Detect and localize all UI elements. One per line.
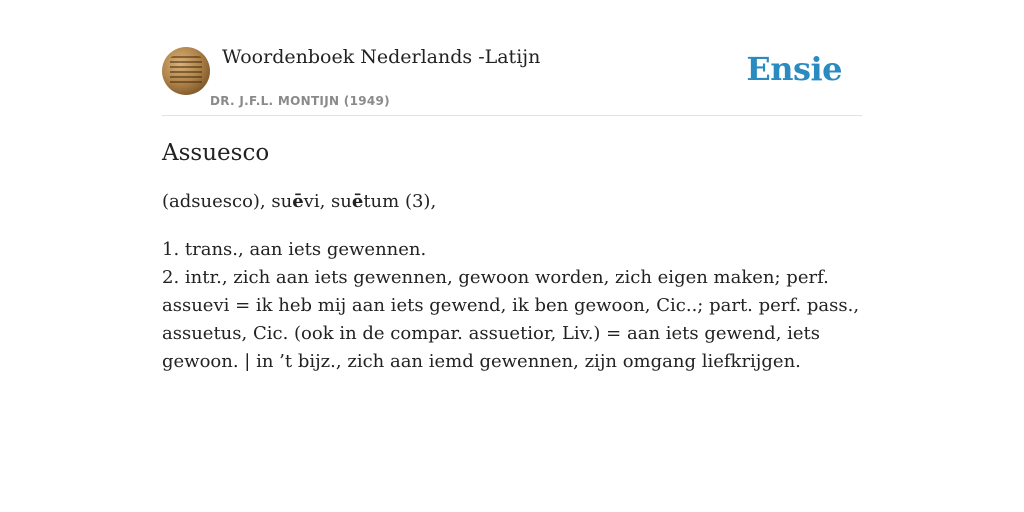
dictionary-title[interactable]: Woordenboek Nederlands -Latijn — [222, 46, 541, 68]
definition-1: 1. trans., aan iets gewennen. — [162, 239, 427, 260]
entry-definitions — [162, 236, 862, 376]
entry-forms — [162, 188, 862, 216]
page-container — [162, 44, 862, 376]
coin-inscription-logo[interactable] — [162, 47, 210, 95]
ensie-brand-logo[interactable]: Ensie — [746, 50, 842, 88]
definition-2: 2. intr., zich aan iets gewennen, gewoon worden, zich eigen maken; perf. assuevi = ik heb mij aan iets gewend, ik ben gewoon, Cic..; part. perf. pass., assuetus, Cic. (ook in de compar. assuetior, Liv.) = aan iets gewend, iets gewoon. | in ’t bijz., zich aan iemd gewennen, zijn omgang liefkrijgen. — [162, 267, 860, 372]
dictionary-header — [162, 44, 862, 116]
logo-inscription-lines — [170, 56, 202, 86]
dictionary-author: DR. J.F.L. MONTIJN (1949) — [210, 94, 390, 108]
forms-macron-1: ē — [292, 191, 304, 212]
forms-part-2: vi, su — [303, 191, 352, 212]
entry-title: Assuesco — [162, 140, 270, 166]
forms-macron-2: ē — [351, 191, 364, 212]
forms-part-3: tum (3), — [363, 191, 437, 212]
forms-part-1: (adsuesco), su — [162, 191, 293, 212]
